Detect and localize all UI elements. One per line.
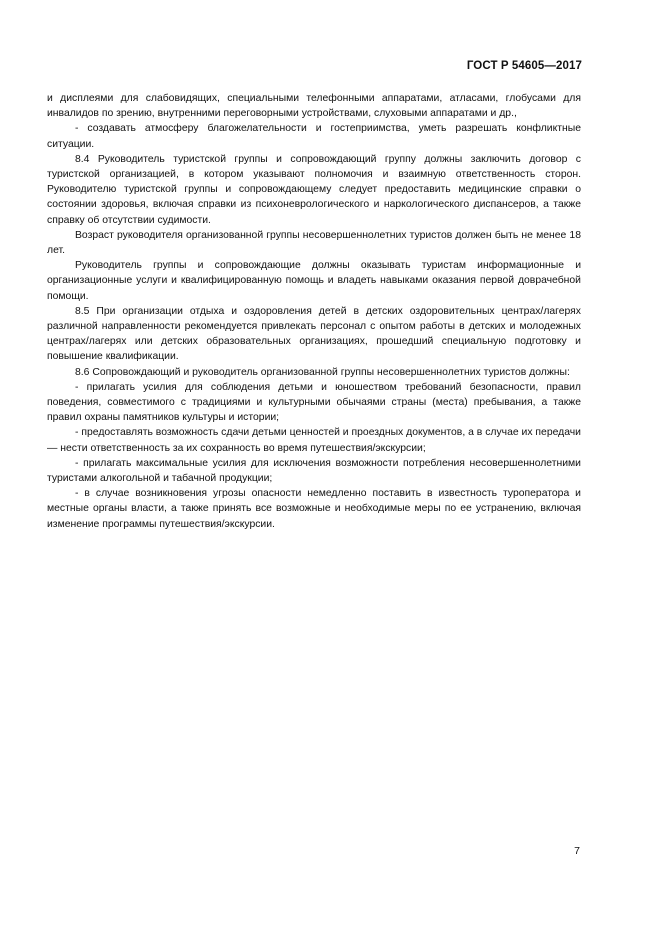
clause-8-6: 8.6 Сопровождающий и руководитель организованной группы несовершеннолетних туристов должны:	[75, 366, 570, 378]
list-item: - прилагать усилия для соблюдения детьми и юношеством требований безопасности, правил поведения, совместимого с традициями и культурными обычаями страны (места) пребывания, а также правил охраны памятников культуры и истории;	[47, 381, 581, 424]
list-item: - прилагать максимальные усилия для исключения возможности потребления несовершеннолетними туристами алкогольной и табачной продукции;	[47, 457, 581, 485]
paragraph: Возраст руководителя организованной группы несовершеннолетних туристов должен быть не менее 18 лет.	[47, 229, 581, 257]
list-item: - создавать атмосферу благожелательности и гостеприимства, уметь разрешать конфликтные ситуации.	[47, 123, 581, 150]
clause-8-4: 8.4 Руководитель туристской группы и сопровождающий группу должны заключить договор с туристской организацией, в котором указывают полномочия и взаимную ответственность сторон. Руководителю туристской группы и сопровождающему следует предоставить медицинские справки о состоянии здоровья, включая справки из психоневрологического и наркологического диспансеров, а также справку об отсутствии судимости.	[47, 153, 581, 226]
paragraph: Руководитель группы и сопровождающие должны оказывать туристам информационные и организационные услуги и квалифицированную помощь и владеть навыками оказания первой доврачебной помощи.	[47, 260, 581, 302]
paragraph-continuation: и дисплеями для слабовидящих, специальными телефонными аппаратами, атласами, глобусами для инвалидов по зрению, внутренними переговорными устройствами, слуховыми аппаратами и др.,	[47, 93, 581, 120]
document-body	[47, 91, 581, 532]
page-number: 7	[574, 845, 580, 857]
clause-8-5: 8.5 При организации отдыха и оздоровления детей в детских оздоровительных центрах/лагерях различной направленности рекомендуется привлекать персонал с опытом работы в детских и молодежных центрах/лагерях или детских образовательных организациях, прошедший специальную подготовку и повышение квалификации.	[47, 305, 581, 363]
list-item: - предоставлять возможность сдачи детьми ценностей и проездных документов, а в случае их передачи — нести ответственность за их сохранность во время путешествия/экскурсии;	[47, 427, 581, 454]
list-item: - в случае возникновения угрозы опасности немедленно поставить в известность туроператора и местные органы власти, а также принять все возможные и необходимые меры по ее устранению, включая изменение программы путешествия/экскурсии.	[47, 488, 581, 530]
document-header-standard-number: ГОСТ Р 54605—2017	[466, 60, 582, 72]
